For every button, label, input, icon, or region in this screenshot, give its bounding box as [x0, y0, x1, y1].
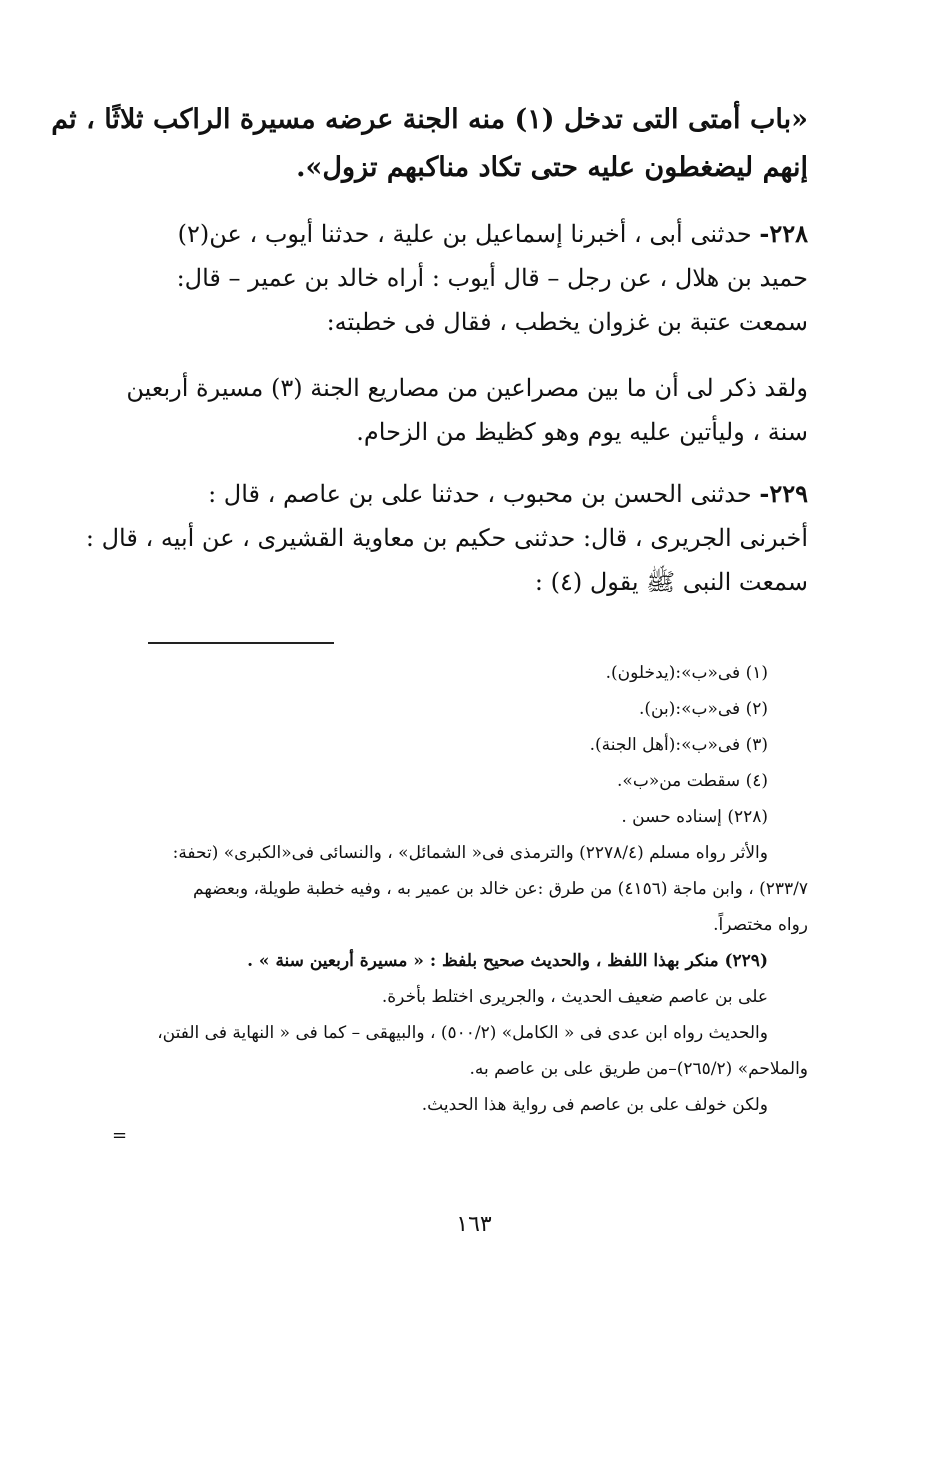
heading-line-1: «باب أمتى التى تدخل (١) منه الجنة عرضه مسيرة الراكب ثلاثًا ، ثم [51, 104, 808, 135]
footnotes [102, 655, 808, 1123]
heading-line-2: إنهم ليضغطون عليه حتى تكاد مناكبهم تزول». [296, 152, 808, 183]
takhrij-228-line-3: رواه مختصراً. [713, 915, 808, 935]
page-number: ١٦٣ [456, 1212, 492, 1237]
hadith-228-line-1 [102, 212, 808, 256]
footnote-3: (٣) فى«ب»:(أهل الجنة). [589, 735, 768, 755]
footnote-4: (٤) سقطت من«ب». [617, 771, 768, 791]
takhrij-228-line-1: والأثر رواه مسلم (٢٢٧٨/٤) والترمذى فى« الشمائل» ، والنسائى فى«الكبرى» (تحفة: [172, 843, 768, 863]
takhrij-229-grade: (٢٢٩) منكر بهذا اللفظ ، والحديث صحيح بلفظ : « مسيرة أربعين سنة » . [247, 951, 768, 971]
continuation-mark: = [112, 1125, 128, 1146]
takhrij-229-line-2: والحديث رواه ابن عدى فى « الكامل» (٥٠٠/٢) ، والبيهقى – كما فى « النهاية فى الفتن، [157, 1023, 768, 1043]
hadith-228-text-1: حدثنى أبى ، أخبرنا إسماعيل بن علية ، حدثنا أيوب ، عن(٢) [177, 220, 752, 248]
hadith-229-text-1: حدثنى الحسن بن محبوب ، حدثنا على بن عاصم ، قال : [208, 480, 752, 508]
takhrij-228-grade: (٢٢٨) إسناده حسن . [621, 807, 768, 827]
hadith-228 [102, 212, 808, 344]
hadith-229-line-2: أخبرنى الجريرى ، قال: حدثنى حكيم بن معاوية القشيرى ، عن أبيه ، قال : [85, 524, 808, 552]
takhrij-229-line-3: والملاحم» (٢٦٥/٢)–من طريق على بن عاصم به. [469, 1059, 808, 1079]
footnote-divider [148, 642, 334, 644]
footnote-1: (١) فى«ب»:(يدخلون). [605, 663, 768, 683]
hadith-228-number: ٢٢٨- [759, 219, 808, 248]
takhrij-229-line-1: على بن عاصم ضعيف الحديث ، والجريرى اختلط بأخرة. [381, 987, 768, 1007]
hadith-229 [85, 472, 808, 604]
quote-line-2: سنة ، وليأتين عليه يوم وهو كظيظ من الزحام. [356, 418, 808, 446]
hadith-228-line-3: سمعت عتبة بن غزوان يخطب ، فقال فى خطبته: [326, 308, 808, 336]
chapter-heading [51, 96, 808, 192]
hadith-229-number: ٢٢٩- [759, 479, 808, 508]
hadith-228-quote [102, 366, 808, 454]
footnote-2: (٢) فى«ب»:(بن). [639, 699, 768, 719]
hadith-229-line-3: سمعت النبى ﷺ يقول (٤) : [534, 568, 808, 596]
hadith-229-line-1 [102, 472, 808, 516]
takhrij-229-line-4: ولكن خولف على بن عاصم فى رواية هذا الحديث. [421, 1095, 768, 1115]
hadith-228-line-2: حميد بن هلال ، عن رجل – قال أيوب : أراه خالد بن عمير – قال: [176, 264, 808, 292]
takhrij-228-line-2: ٢٣٣/٧) ، وابن ماجة (٤١٥٦) من طرق :عن خالد بن عمير به ، وفيه خطبة طويلة، وبعضهم [193, 879, 808, 899]
quote-line-1: ولقد ذكر لى أن ما بين مصراعين من مصاريع الجنة (٣) مسيرة أربعين [126, 374, 808, 402]
